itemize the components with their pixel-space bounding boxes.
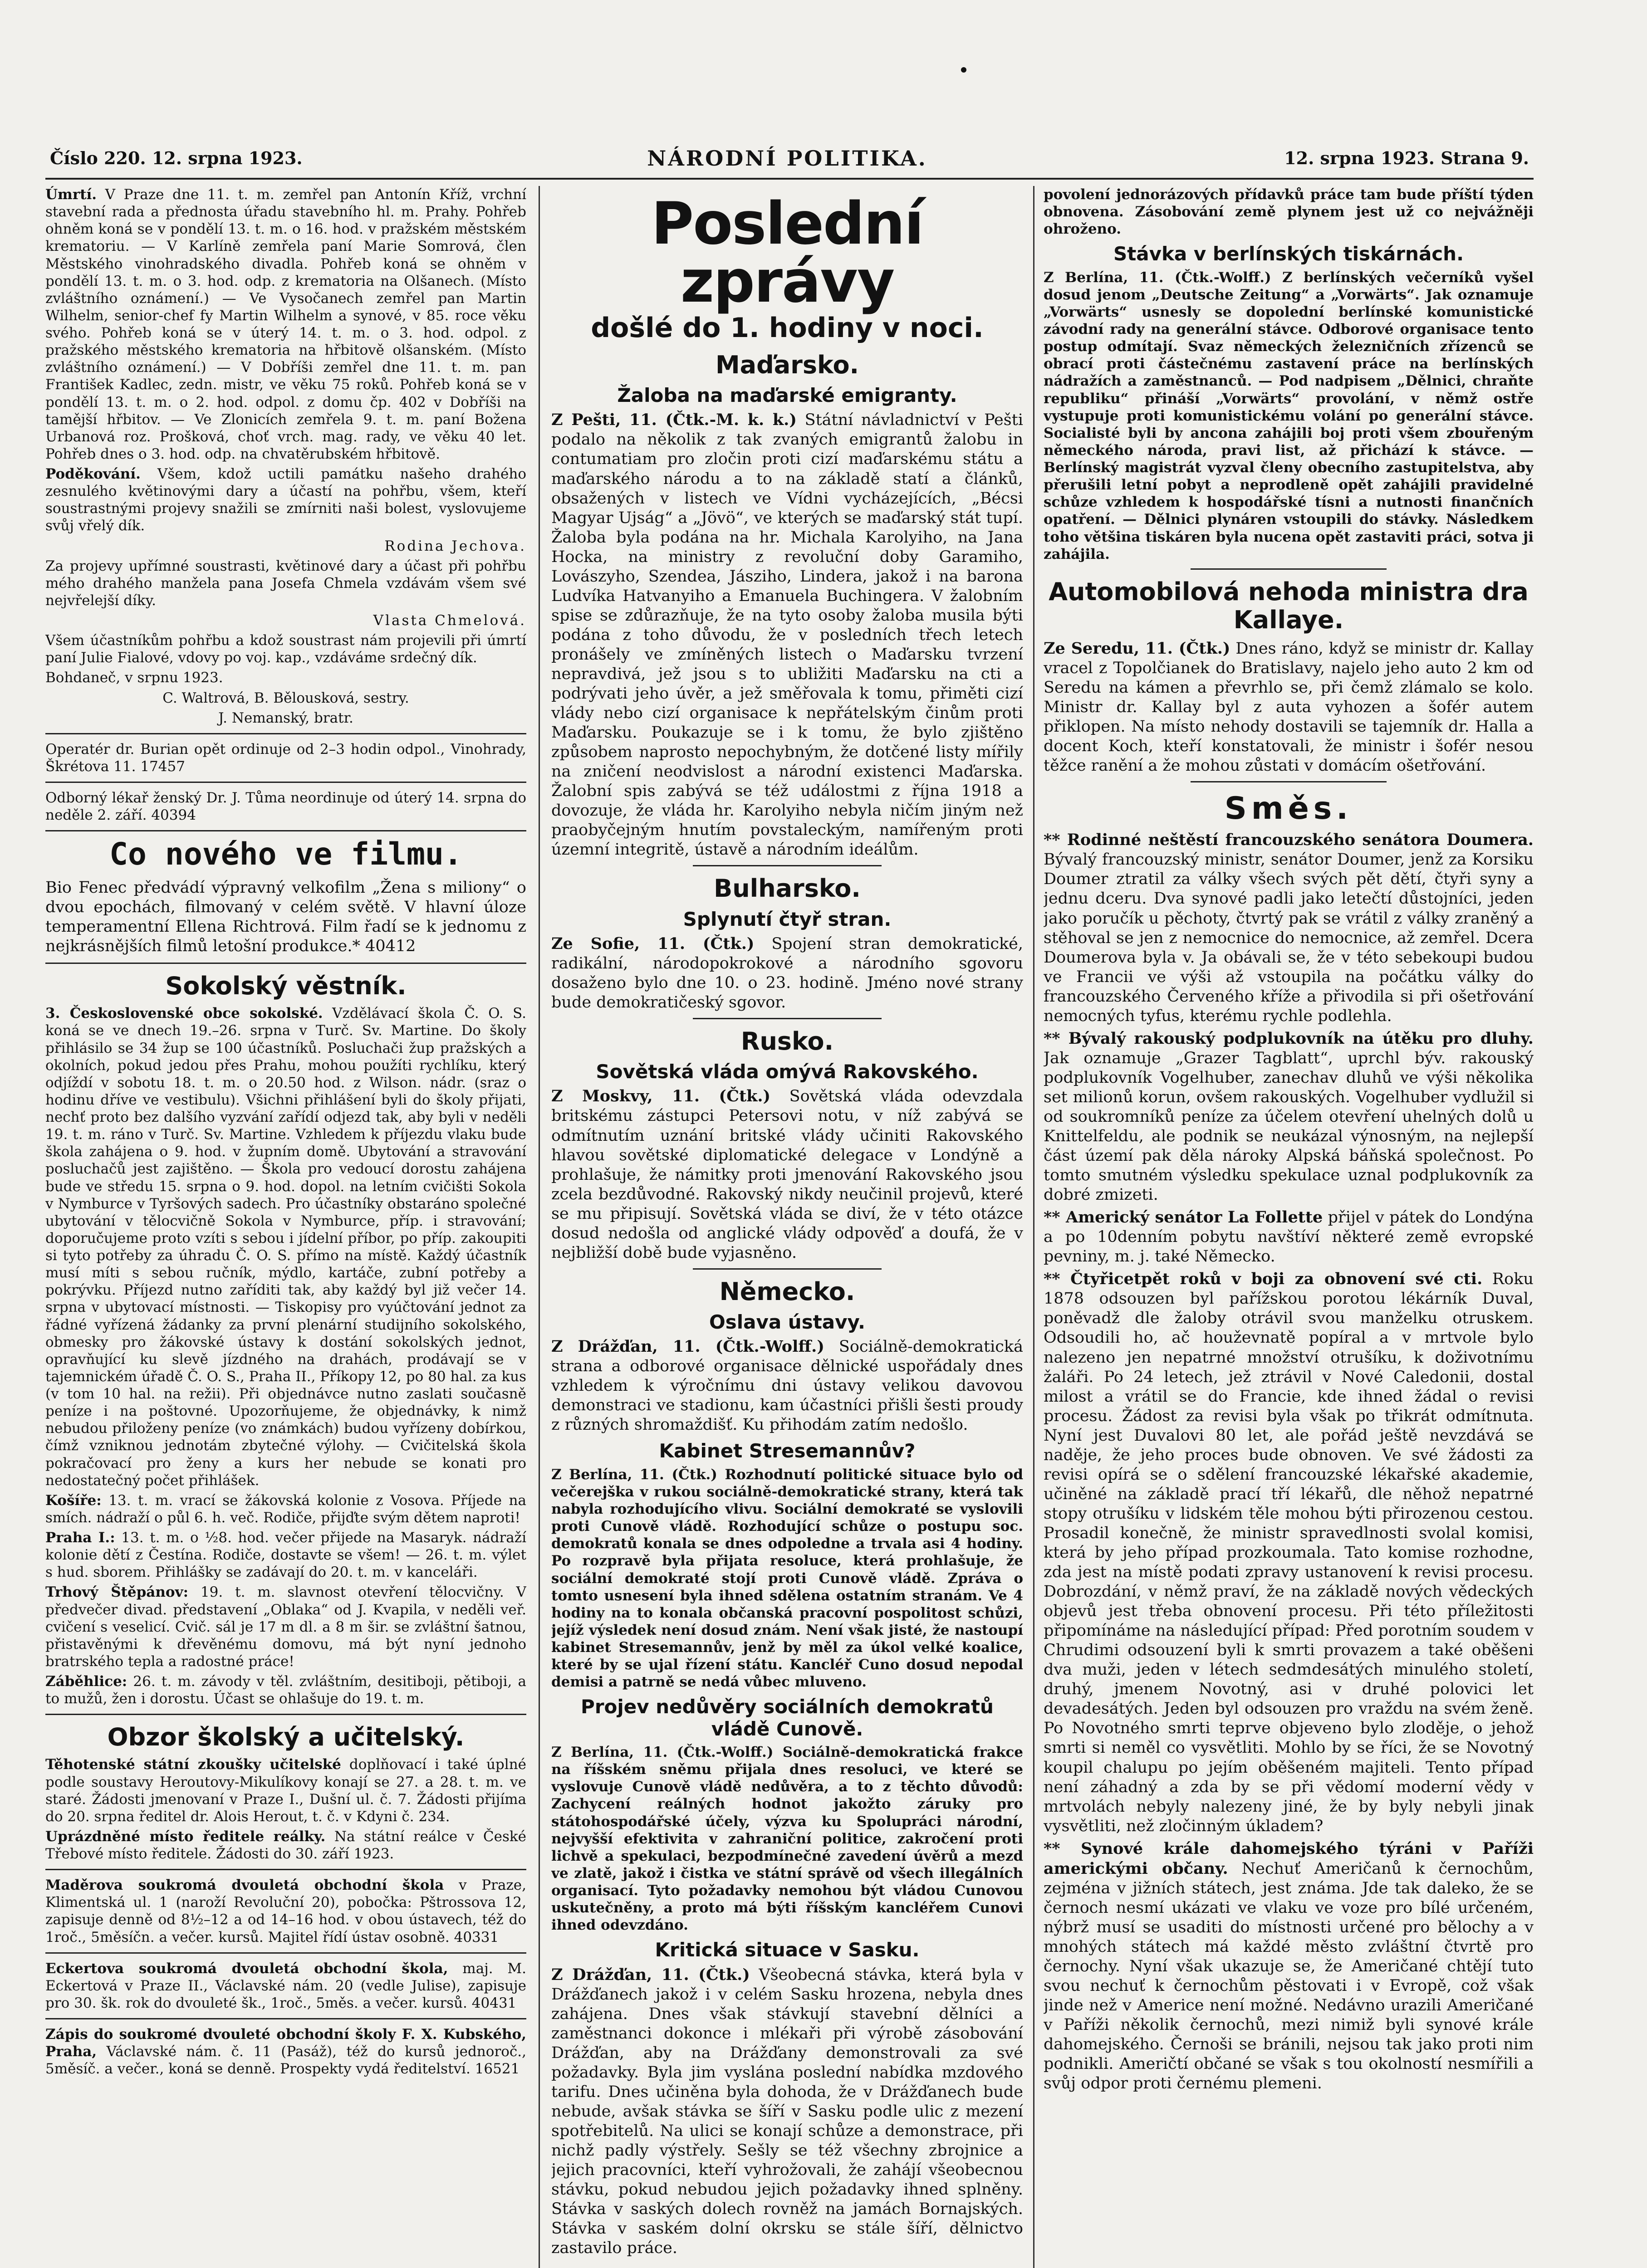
obituary-lead: Úmrtí. xyxy=(45,186,97,203)
school-section-title: Obzor školský a učitelský. xyxy=(107,1723,465,1752)
obituary-text: V Praze dne 11. t. m. zemřel pan Antonín Kříž, vrchní stavební rada a přednosta úřadu stavebního hl. m. Prahy. Pohřeb ohněm koná se v pondělí 13. t. m. o 16. hod. v pražském městském krematoriu. — V Karlíně zemřela paní Marie Somrová, člen Městského vinohradského divadla. Pohřeb koná se ohněm v pondělí 13. t. m. o 3. hod. odp. z krematoria na Olšanech. (Místo zvláštního oznámení.) — Ve Vysočanech zemřel pan Martin Wilhelm, senior-chef fy Martin Wilhelm a synové, v 85. roce věku svého. Pohřeb koná se v úterý 14. t. m. o 3. hod. odpol. z pražského městského krematoria na hřbitově olšanském. (Místo zvláštního oznámení.) — V Dobříši zemřel dne 11. t. m. pan František Kadlec, zedn. mistr, ve věku 75 roků. Pohřeb koná se v pondělí 13. t. m. o 2. hod. odpol. z domu čp. 402 v Dobříši na tamější hřbitov. — Ve Zlonicích zemřela 9. t. m. paní Božena Urbanová roz. Prošková, choť vrch. mag. rady, ve věku 40 let. Pohřeb dnes o 3. hod. odp. na chvatěrubském hřbitově. xyxy=(45,186,526,462)
sokol-item: Praha I.: 13. t. m. o ½8. hod. večer přijede na Masaryk. nádraží kolonie dětí z Čestína. Rodiče, dostavte se všem! — 26. t. m. výlet s hud. sborem. Přihlášky se zadávají do 20. t. m. v kanceláři. xyxy=(45,1530,526,1581)
ad-number: 17457 xyxy=(140,758,185,775)
ad-number: 40331 xyxy=(454,1929,499,1945)
obituaries xyxy=(45,186,526,463)
ad-number: 16521 xyxy=(475,2061,520,2077)
headline: Projev nedůvěry sociálních demokratů vládě Cunově. xyxy=(581,1696,994,1740)
school-ad: Eckertova soukromá dvouletá obchodní škola, maj. M. Eckertová v Praze II., Václavské nám. 20 (vedle Julise), zapisuje pro 30. šk. rok do dvouleté šk., 1roč., 5měs. a večer. kursů. 40431 xyxy=(45,1960,526,2011)
misc-item: ** Čtyřicetpět roků v boji za obnovení své cti. Roku 1878 odsouzen byl pařížskou porotou lékárník Duval, poněvadž dle žaloby otrávil svou manželku otruskem. Odsoudili ho, ač houževnatě popíral a v mrtvole bylo nalezeno jen nepatrné množství otrušíku, k doživotnímu žaláři. Po 24 letech, jež ztrávil v Nové Caledonii, dostal milost a vrátil se do Francie, kde ihned žádal o revisi procesu. Žádost za revisi byla však po třikrát odmítnuta. Nyní jest Duvalovi 80 let, ale pořád ještě nevzdává se naděje, že jeho proces bude obnoven. Ve své žádosti za revisi opírá se o sdělení francouzské lékařské akademie, učiněné na základě prací tří lékařů, dle něhož nepatrné stopy otrušíku v lidském těle mohou býti přirozenou cestou. Prosadil konečně, že ministr spravedlnosti svolal komisi, která by jeho případ prozkoumala. Tato komise rozhodne, zda jest na místě podati zpravy ustanovení k revisi procesu. Dobrozdání, v němž praví, že na základě nových vědeckých objevů jest třeba obnovení procesu. Při této příležitosti připomínáme na následující případ: Před porotním soudem v Chrudimi odsouzení byli k smrti provazem a také oběšeni dva muži, jeden v létech sedmdesátých minulého století, druhý, jmenem Novotný, asi v druhé polovici let devadesátých. Jeden byl odsouzen pro vraždu na svém ženě. Po Novotného smrti teprve objeveno bylo zloděje, o jehož smrti si neměl co vysvětliti. Mohlo by se říci, že se Novotný koupil chalupu po jejím oběšeném majiteli. Tento případ není záhadný a zda by se při vědomí moderní vědy v mrtvolách nebyly nalezeny jiné, že by byly nebyli jinak vysvětliti, než zločinným úkladem? xyxy=(1044,1270,1534,1835)
school-item: Uprázdněné místo ředitele reálky. Na státní reálce v České Třebové místo ředitele. Žádosti do 30. září 1923. xyxy=(45,1828,526,1862)
ad-burian: Operatér dr. Burian opět ordinuje od 2–3 hodin odpol., Vinohrady, Škrétova 11. 17457 xyxy=(45,741,526,775)
article: Ze Sofie, 11. (Čtk.) Spojení stran demokratické, radikální, národopokrokové a národního sgovoru dosaženo bylo dne 10. o 23. hodině. Jméno nové strany bude demokratičeský sgovor. xyxy=(551,934,1023,1012)
article: Z Drážďan, 11. (Čtk.) Všeobecná stávka, která byla v Drážďanech jakož i v celém Sasku hrozena, nebyla dnes zahájena. Dnes však stávkují stavební dělníci a zaměstnanci dokonce i mlékaři při výrobě zásobování Drážďan, aby na Drážďany demonstrovali za své požadavky. Byla jim vyslána poslední nabídka mzdového tarifu. Dnes učiněna byla dohoda, že v Drážďanech bude nebude, avšak stávka se šíří v Sasku podle ulic z mezení spotřebitelů. Na ulici se konají schůze a demonstrace, při nichž padly výstřely. Sešly se též všechny zbrojnice a jejich pracovníci, kteří vyhrožovali, že zahájí všeobecnou stávku, pokud nebudou jejich požadavky ihned splněny. Stávka v saských dolech rovněž na jamách Bornajských. Stávka v saském dolní okrsku se stále šíří, dělnictvo zastavilo práce. xyxy=(551,1965,1023,2258)
thanks-1-sign: Rodina Jechova. xyxy=(384,538,526,554)
date-page: 12. srpna 1923. Strana 9. xyxy=(1284,148,1529,168)
separator xyxy=(45,733,526,734)
separator xyxy=(45,1869,526,1870)
article: Z Berlína, 11. (Čtk.-Wolff.) Z berlínských večerníků vyšel dosud jenom „Deutsche Zeitung“ a „Vorwärts“. Jak oznamuje „Vorwärts“ usnesly se dopolední berlínské komunistické závodní rady na generální stávce. Odborové organisace tento postup odmítají. Svaz německých železničních zřízenců se obrací proti částečnému zastavení práce na berlínských nádražích a zaměstnanců. — Pod nadpisem „Dělnici, chraňte republiku“ přináší „Vorwärts“ provolání, v němž ostře vystupuje proti komunistickému volání po generální stávce. Socialisté byli by ancona zahájili boj proti všem zbouřeným německého národa, pravi list, až přichází k stávce. — Berlínský magistrát vyzval členy obecního zastupitelstva, aby přerušili letní pobyt a neprodleně opět zahájili pravidelné schůze vzhledem k hospodářské tísni a nutnosti finančních opatření. — Dělnici plynáren vstoupili do stávky. Následkem toho většina tiskáren byla nucena opět zastaviti práci, sotva ji zahájila. xyxy=(1044,269,1534,562)
thanks-text: Všem, kdož uctili památku našeho drahého zesnulého květinovými dary a účastí na pohřbu, všem, kteří soustrastnými projevy snažili se zmírniti naši bolest, vyslovujeme svůj vřelý dík. xyxy=(45,466,526,534)
ad-number: 40412 xyxy=(365,937,416,956)
thanks-3-place: Bohdaneč, v srpnu 1923. xyxy=(45,670,223,686)
separator xyxy=(45,963,526,964)
headline: Kritická situace v Sasku. xyxy=(655,1939,920,1961)
issue-info: Číslo 220. 12. srpna 1923. xyxy=(50,148,303,168)
section-misc: Směs. xyxy=(1224,791,1353,827)
headline: Oslava ústavy. xyxy=(709,1310,865,1333)
sokol-item: Záběhlice: 26. t. m. závody v těl. zvláštním, desitiboji, pětiboji, a to mužů, žen i dorostu. Účast se ohlašuje do 19. t. m. xyxy=(45,1673,526,1707)
separator xyxy=(45,1714,526,1715)
ad-number: 40431 xyxy=(471,1994,517,2011)
column-1 xyxy=(45,186,526,2268)
headline: Sovětská vláda omývá Rakovského. xyxy=(596,1061,979,1083)
misc-item: ** Rodinné neštěstí francouzského senátora Doumera. Bývalý francouzský ministr, senátor Doumer, jenž za Korsiku Doumer ztratil za války všech svých pět dětí, čtyři syny a jednu dceru. Dva synové padli jako letečtí důstojníci, jeden jako poručík u pěchoty, čtvrtý pak se vrátil z války zraněný a stěhoval se jen z nemocnice do nemocnice, až zemřel. Dcera Doumerova byla v. Ja obávali se, že v této sebekoupi budou ve Francii ve výši až vstoupila na počátku války do francouzského Červeného kříže a přivodila si při ošetřování nemocných tyfus, kterému rychle podlehla. xyxy=(1044,831,1534,1025)
ad-number: 40394 xyxy=(151,807,196,824)
section-hungary: Maďarsko. xyxy=(715,351,859,379)
film-text: Bio Fenec předvádí výpravný velkofilm „Žena s miliony“ o dvou epochách, filmovaný v celém světě. V hlavní úloze temperamentní Ellena Richtrová. Film řadí se k jednomu z nejkrásnějších filmů letošní produkce.* 40412 xyxy=(45,879,526,956)
school-ad: Maděrova soukromá dvouletá obchodní škola v Praze, Klimentská ul. 1 (naroží Revoluční 20), pobočka: Pštrossova 12, zapisuje denně od 8½–12 a od 14–16 hod. v obou ústavech, též do 1roč., 5měsíčn. a večer. kursů. Majitel řídí ústav osobně. 40331 xyxy=(45,1877,526,1945)
page-header xyxy=(45,144,1529,176)
column-rule-1 xyxy=(539,186,540,2268)
ad-tuma: Odborný lékař ženský Dr. J. Tůma neordinuje od úterý 14. srpna do neděle 2. září. 40394 xyxy=(45,790,526,824)
separator xyxy=(1191,781,1387,782)
separator xyxy=(1191,568,1387,570)
article-continued: povolení jednorázových přídavků práce tam bude příští týden obnovena. Zásobování země plynem jest už co nejvážněji ohroženo. xyxy=(1044,186,1534,238)
misc-item: ** Synové krále dahomejského týráni v Paříži americkými občany. Nechuť Američanů k černochům, zejména v jižních státech, jest známa. Jde tak daleko, že se černoch nesmí ukázati ve vlaku ve voze pro bílé určeném, nýbrž musí se usaditi do místnosti určené pro bělochy a v mnohých státech má každé město zvláštní čtvrtě pro černochy. Nyní však ukazuje se, že Američané chtějí tuto svou nechuť k černochům pěstovati i v Evropě, což však jinde než v Americe není možné. Nedávno urazili Američané v Paříži několik černochů, mezi nimiž byli synové krále dahomejského. Černoši se bránili, nejsou tak jako proti nim podnikli. Američtí občané se však s tou okolností nesmířili a svůj odpor proti černému plemeni. xyxy=(1044,1839,1534,2093)
article: Z Pešti, 11. (Čtk.-M. k. k.) Státní návladnictví v Pešti podalo na několik z tak zvaných emigrantů žalobu in contumatiam pro zločin proti cizí maďarskému státu a maďarského národu a to na základě statí a článků, obsažených v listech ve Vídni vycházejících, „Bécsi Magyar Ujság“ a „Jövö“, ve kterých se maďarský stát tupí. Žaloba byla podána na hr. Michala Karolyiho, na Jana Hocka, na ministry z revoluční doby Garamiho, Lovászyho, Szendea, Jásziho, Lindera, jakož i na barona Ludvíka Hatvanyiho a Emanuela Buchingera. V žalobním spise se zdůrazňuje, že na tyto osoby žaloba musila býti podána z toho důvodu, že v posledních třech letech pronášely ve zmíněných listech o Maďarsku tvrzení nepravdivá, jež jsou s to ubližiti Maďarsku na cti a podrývati jeho úvěr, a jež směřovala k tomu, přiměti cizí vlády nebo cizí organisace k nepřátelským činům proti Maďarsku. Poukazuje se i k tomu, že bylo zjištěno způsobem naprosto nepochybným, že dotčené listy mířily na zničení neodvislost a národní existenci Maďarska. Žalobní spis zabývá se též událostmi z října 1918 a dovozuje, že vláda hr. Karolyiho nebyla ničím jiným než praobyčejným hnutím povstaleckým, namířeným proti územní integritě, ústavě a národním ideálům. xyxy=(551,411,1023,859)
headline: Splynutí čtyř stran. xyxy=(683,908,892,930)
article: Z Berlína, 11. (Čtk.) Rozhodnutí politické situace bylo od večerejška v rukou sociálně-demokratické strany, která tak nabyla rozhodujícího vlivu. Sociální demokraté se vyslovili proti Cunově vládě. Rozhodující schůze o postupu soc. demokratů konala se dnes odpoledne a trvala asi 4 hodiny. Po rozpravě byla přijata resoluce, která prohlašuje, že sociální demokraté stojí proti Cunově vládě. Zpráva o tomto usnesení byla ihned sdělena ostatním stranám. Ve 4 hodiny na to konala občanská pracovní pospolitost schůzi, jejíž výsledek není dosud znám. Není však jisté, že nastoupí kabinet Stresemannův, jenž by měl za úkol velké koalice, které by se ujal řízení státu. Kancléř Cuno dosud nepodal demisi a patrně se nedá vůbec mluveno. xyxy=(551,1466,1023,1691)
sokol-section-title: Sokolský věstník. xyxy=(165,972,407,1001)
masthead: NÁRODNÍ POLITIKA. xyxy=(647,146,927,171)
section-russia: Rusko. xyxy=(740,1027,834,1056)
section-germany: Německo. xyxy=(719,1277,855,1306)
latest-news-title: Poslední zprávy xyxy=(651,190,923,316)
header-rule xyxy=(45,178,1534,180)
headline: Žaloba na maďarské emigranty. xyxy=(617,384,957,407)
misc-item: ** Americký senátor La Follette přijel v pátek do Londýna a po 10denním pobytu navštíví některé země evropské pevniny, m. j. také Německo. xyxy=(1044,1208,1534,1266)
thanks-1 xyxy=(45,465,526,535)
school-item: Těhotenské státní zkoušky učitelské doplňovací i také úplné podle soustavy Heroutovy-Mikulíkovy konají se 27. a 28. t. m. ve staré. Žádosti jmenovaní v Praze I., Dušní ul. č. 7. Žádosti přijíma do 20. srpna ředitel dr. Alois Herout, t. č. v Kdyni č. 234. xyxy=(45,1756,526,1825)
separator xyxy=(693,1018,882,1019)
thanks-lead: Poděkování. xyxy=(45,466,141,482)
sokol-item: Košíře: 13. t. m. vrací se žákovská kolonie z Vosova. Příjede na smích. nádraží o půl 6. h. več. Rodiče, přijďte svým dětem naproti! xyxy=(45,1492,526,1526)
separator xyxy=(45,782,526,783)
separator xyxy=(45,1952,526,1954)
column-2 xyxy=(551,186,1023,2268)
article: Z Berlína, 11. (Čtk.-Wolff.) Sociálně-demokratická frakce na říšském sněmu přijala dnes resoluci, ve které se vyslovuje Cunově vládě nedůvěra, a to z těchto důvodů: Zachycení reálných hodnot jakožto záruky pro státohospodářské účely, výzva ku Spolupráci národní, nejvyšší efektivita v zahraniční politice, zakročení proti lichvě a spekulaci, bezpodmínečné zavedení úvěrů a mezd ve zlatě, jakož i čistka ve státní správě od všech illegálních organisací. Tyto požadavky nemohou být vládou Cunovou uskutečněny, a proto má býti říšským kancléřem Cunovi ihned odevzdáno. xyxy=(551,1744,1023,1934)
thanks-2-sign: Vlasta Chmelová. xyxy=(373,612,526,629)
column-3 xyxy=(1044,186,1534,2268)
thanks-3-sign-2: J. Nemanský, bratr. xyxy=(218,709,353,726)
headline: Kabinet Stresemannův? xyxy=(659,1440,916,1462)
separator xyxy=(45,830,526,831)
sokol-item: 3. Československé obce sokolské. Vzdělávací škola Č. O. S. koná se ve dnech 19.–26. srpna v Turč. Sv. Martine. Do školy přihlásilo se 34 žup se 100 účastníků. Posluchači žup pražských a okolních, pokud jedou přes Prahu, mohou použíti rychlíku, který odjíždí v sobotu 18. t. m. o 20.50 hod. z Wilson. nádr. (sraz o hodinu dříve ve vestibulu). Všichni přihlášení byli do školy přijati, nechť proto bez dalšího vyzvání zařídí odjezd tak, aby byli v neděli 19. t. m. ráno v Turč. Sv. Martine. Vzhledem k příjezdu vlaku bude škola zahájena o 9. hod. v župním domě. Ubytování a stravování posluchačů jest zajištěno. — Škola pro vedoucí dorostu zahájena bude ve středu 15. srpna o 9. hod. dopol. na letním cvičišti Sokola v Nymburce v Tyršových sadech. Pro účastníky obstaráno společné ubytování v tělocvičně Sokola v Nymburce, příp. i stravování; doporučujeme proto vzíti s sebou i jídelní příbor, po příp. zakoupiti si tyto potřeby za úhradu Č. O. S. přímo na místě. Každý účastník musí míti s sebou ručník, mýdlo, kartáče, zubní potřeby a pokrývku. Příjezd nutno zaříditi tak, aby každý byl již večer 14. srpna v ubytovací místnosti. — Tiskopisy pro vyúčtování jednot za řádné vyřízená žádanky za první plenární studijního sokolského, obmesky pro žákovské ústavy k dostání sokolských jednot, opravňující ku slevě jízdného na drahách, prodávají se v tajemnickém úřadě Č. O. S., Praha II., Příkopy 12, po 80 hal. za kus (v tom 10 hal. na režii). Při objednávce nutno zaslati současně peníze i na poštovné. Upozorňujeme, že objednávky, k nimž nebudou přiloženy peníze (vo známkách) budou vyřízeny dobírkou, čímž vzniknou jednotám zbytečné výlohy. — Cvičitelská škola pokračovací pro ženy a kurs her nebude se konati pro nedostatečný počet přihlášek. xyxy=(45,1005,526,1489)
section-bulgaria: Bulharsko. xyxy=(714,874,861,903)
article: Z Moskvy, 11. (Čtk.) Sovětská vláda odevzdala britskému zástupci Petersovi notu, v níž zabývá se odmítnutím uznání britské vlády učiniti Rakovského hlavou sovětské diplomatické delegace v Londýně a prohlašuje, že námitky proti jmenování Rakovského jsou zcela bezdůvodné. Rakovský nikdy neučinil projevů, které se mu připisují. Sovětská vláda se diví, že v této otázce dosud nedošla od anglické vlády odpověď a doufá, že v nejbližší době bude vyjasněno. xyxy=(551,1087,1023,1262)
ink-dot xyxy=(961,67,966,73)
article: Ze Seredu, 11. (Čtk.) Dnes ráno, když se ministr dr. Kallay vracel z Topolčianek do Bratislavy, najelo jeho auto 2 km od Seredu na kámen a převrhlo se, při čemž zlámalo se kolo. Ministr dr. Kallay byl z auta vyhozen a šofér autem přiklopen. Na místo nehody dostavili se tajemník dr. Halla a docent Koch, kteří konstatovali, že ministr i šofér nesou těžce ranění a že mohou zůstati v domácím ošetřování. xyxy=(1044,639,1534,775)
school-ad: Zápis do soukromé dvouleté obchodní školy F. X. Kubského, Praha, Václavské nám. č. 11 (Pasáž), též do kursů jednoroč., 5měsíč. a večer., koná se denně. Prospekty vydá ředitelství. 16521 xyxy=(45,2026,526,2077)
film-section-title: Co nového ve filmu. xyxy=(109,836,462,873)
thanks-3: Všem účastníkům pohřbu a kdož soustrast nám projevili při úmrtí paní Julie Fialové, vdovy po voj. kap., vzdáváme srdečný dík. xyxy=(45,632,526,666)
separator xyxy=(693,1268,882,1270)
misc-item: ** Bývalý rakouský podplukovník na útěku pro dluhy. Jak oznamuje „Grazer Tagblatt“, uprchl býv. rakouský podplukovník Vogelhuber, zanechav dluhů ve výši několika set milionů korun, ovšem rakouských. Vogelhuber vydlužil si od soukromníků peníze za účelem otevření uhelných dolů u Knittelfeldu, ale podnik se neukázal výnosným, na nejlepší část území pak děla nároky Alpská báňská společnost. Po tomto smutném výsledku spekulace uznal podplukovník za dobré zmizeti. xyxy=(1044,1029,1534,1204)
article: Z Drážďan, 11. (Čtk.-Wolff.) Sociálně-demokratická strana a odborové organisace dělnické uspořádaly dnes vzhledem k výročnímu dni ústavy velikou davovou demonstraci ve stadionu, kam účastníci přišli šesti proudy z různých shromaždišť. Ku přihodám zatím nedošlo. xyxy=(551,1337,1023,1434)
thanks-2: Za projevy upřímné soustrasti, květinové dary a účast při pohřbu mého drahého manžela pana Josefa Chmela vzdávám všem své nejvřelejší díky. xyxy=(45,557,526,609)
headline: Stávka v berlínských tiskárnách. xyxy=(1113,243,1464,265)
latest-news-subtitle: došlé do 1. hodiny v noci. xyxy=(591,312,984,344)
thanks-3-sign-1: C. Waltrová, B. Bělousková, sestry. xyxy=(162,689,409,706)
separator xyxy=(45,2018,526,2019)
separator xyxy=(693,865,882,866)
column-rule-2 xyxy=(1033,186,1034,2268)
sokol-item: Trhový Štěpánov: 19. t. m. slavnost otevření tělocvičny. V předvečer divad. představení „Oblaka“ od J. Kvapila, v neděli veř. cvičení s veselicí. Cvič. sál je 17 m dl. a 8 m šir. se zvláštní šatnou, přistavěnými k dřevěnému domovu, má být nyní jednoho bratrského tepla a radostné práce! xyxy=(45,1584,526,1670)
headline-kallay: Automobilová nehoda ministra dra Kallaye. xyxy=(1049,577,1529,634)
